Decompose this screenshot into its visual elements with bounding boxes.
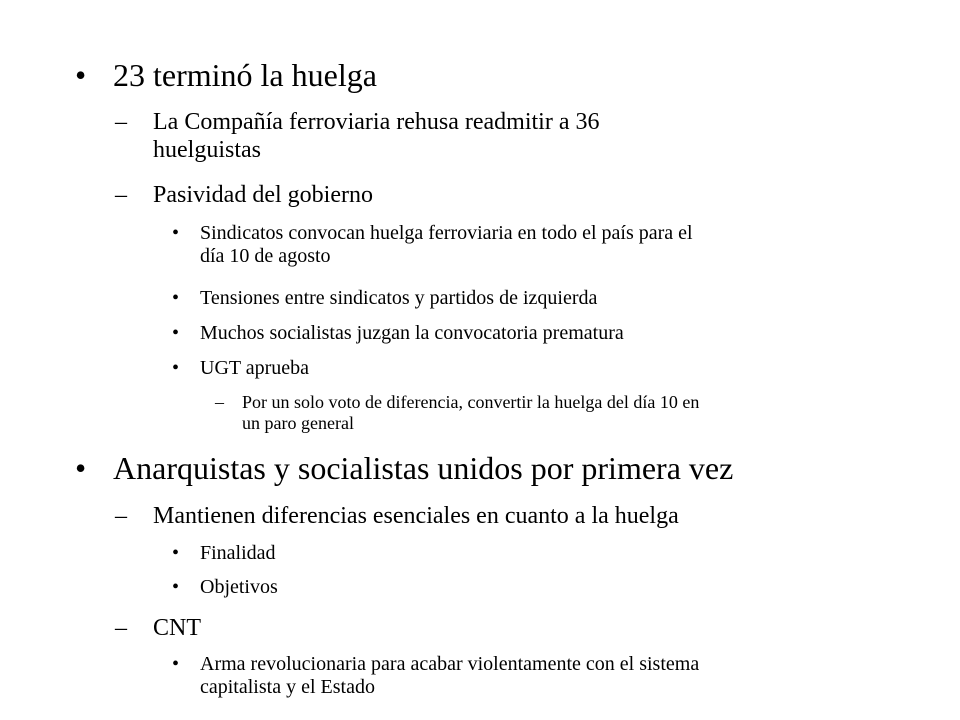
- bullet-marker: •: [172, 322, 180, 344]
- sub-sub-item: [172, 542, 276, 565]
- bullet-marker: •: [172, 542, 180, 564]
- sub-item-text: Pasividad del gobierno: [153, 182, 373, 208]
- bullet-marker: •: [172, 653, 180, 675]
- bullet-item: [75, 450, 733, 486]
- bullet-marker: •: [172, 576, 180, 598]
- sub-sub-item-text: [200, 653, 699, 699]
- text-line: Sindicatos convocan huelga ferroviaria en todo el país para el: [200, 222, 693, 244]
- bullet-text: 23 terminó la huelga: [113, 57, 377, 93]
- sub-sub-item-text: Muchos socialistas juzgan la convocatoria prematura: [200, 322, 624, 344]
- bullet-text: Anarquistas y socialistas unidos por primera vez: [113, 450, 734, 486]
- bullet-marker: •: [172, 357, 180, 379]
- sub-sub-item: [172, 357, 309, 380]
- sub-item: [115, 614, 201, 642]
- dash-marker: –: [115, 615, 127, 641]
- sub-item-text: Mantienen diferencias esenciales en cuanto a la huelga: [153, 503, 679, 529]
- dash-marker: –: [115, 503, 127, 529]
- text-line: Arma revolucionaria para acabar violentamente con el sistema: [200, 653, 700, 675]
- sub-sub-item-text: UGT aprueba: [200, 357, 310, 379]
- sub-sub-item-text: [200, 222, 693, 268]
- text-line: capitalista y el Estado: [200, 676, 375, 698]
- sub-item-text: CNT: [153, 615, 201, 641]
- dash-marker: –: [215, 392, 224, 412]
- dash-marker: –: [115, 109, 127, 135]
- bullet-item: [75, 57, 377, 93]
- sub-sub-item: [172, 576, 278, 599]
- bullet-marker: •: [75, 450, 87, 486]
- sub-sub-item-text: Finalidad: [200, 542, 276, 564]
- sub-item: [115, 108, 599, 164]
- level4-item-text: [242, 392, 699, 434]
- sub-sub-item: [172, 322, 624, 345]
- text-line: Por un solo voto de diferencia, convertir la huelga del día 10 en: [242, 392, 700, 412]
- bullet-marker: •: [172, 287, 180, 309]
- dash-marker: –: [115, 182, 127, 208]
- sub-item-text: [153, 108, 599, 164]
- text-line: un paro general: [242, 413, 354, 433]
- sub-sub-item-text: Tensiones entre sindicatos y partidos de izquierda: [200, 287, 598, 309]
- sub-sub-item: [172, 287, 597, 310]
- sub-sub-item-text: Objetivos: [200, 576, 278, 598]
- text-line: huelguistas: [153, 137, 261, 163]
- bullet-marker: •: [75, 57, 87, 93]
- sub-item: [115, 181, 373, 209]
- sub-sub-item: [172, 222, 693, 268]
- text-line: día 10 de agosto: [200, 245, 331, 267]
- level4-item: [215, 392, 699, 434]
- sub-item: [115, 502, 679, 530]
- bullet-marker: •: [172, 222, 180, 244]
- sub-sub-item: [172, 653, 699, 699]
- text-line: La Compañía ferroviaria rehusa readmitir a 36: [153, 109, 600, 135]
